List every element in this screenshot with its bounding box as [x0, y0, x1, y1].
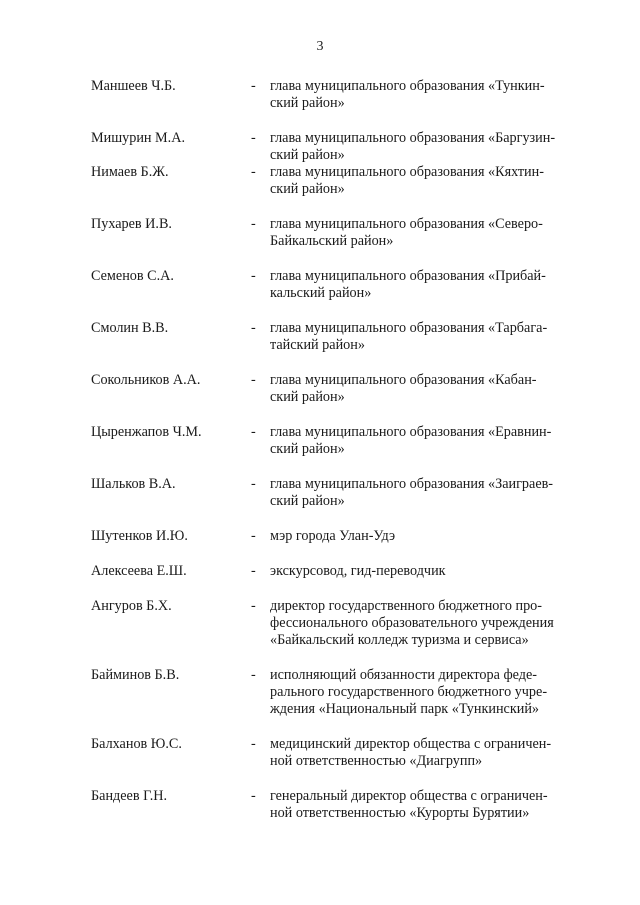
- person-name: Цыренжапов Ч.М.: [91, 424, 202, 440]
- person-name: Алексеева Е.Ш.: [91, 563, 187, 579]
- position-description: глава муниципального образования «Кяхтин- ский район»: [270, 164, 544, 197]
- position-description: мэр города Улан-Удэ: [270, 528, 396, 544]
- person-name: Бандеев Г.Н.: [91, 788, 168, 804]
- position-description: исполняющий обязанности директора феде- рального государственного бюджетного учре- ждения «Национальный парк «Тункинский»: [270, 667, 548, 717]
- position-description: глава муниципального образования «Северо- Байкальский район»: [270, 216, 543, 249]
- dash-separator: -: [251, 667, 256, 683]
- list-item: [0, 598, 640, 648]
- list-item: [0, 736, 640, 776]
- position-description: генеральный директор общества с ограничен- ной ответственностью «Курорты Бурятии»: [270, 788, 548, 821]
- position-description: глава муниципального образования «Тарбага- тайский район»: [270, 320, 548, 353]
- person-name: Шутенков И.Ю.: [91, 528, 188, 544]
- dash-separator: -: [251, 563, 256, 579]
- dash-separator: -: [251, 78, 256, 94]
- dash-separator: -: [251, 164, 256, 180]
- person-name: Нимаев Б.Ж.: [91, 164, 169, 180]
- person-name: Пухарев И.В.: [91, 216, 172, 232]
- list-item: [0, 476, 640, 516]
- dash-separator: -: [251, 320, 256, 336]
- dash-separator: -: [251, 528, 256, 544]
- position-description: директор государственного бюджетного про- фессионального образовательного учреждения «Байкальский колледж туризма и сервиса»: [270, 598, 554, 648]
- dash-separator: -: [251, 598, 256, 614]
- list-item: [0, 320, 640, 360]
- list-item: [0, 424, 640, 464]
- dash-separator: -: [251, 130, 256, 146]
- position-description: экскурсовод, гид-переводчик: [270, 563, 446, 579]
- dash-separator: -: [251, 476, 256, 492]
- dash-separator: -: [251, 736, 256, 752]
- dash-separator: -: [251, 216, 256, 232]
- person-name: Смолин В.В.: [91, 320, 169, 336]
- list-item: [0, 563, 640, 603]
- page-number: 3: [316, 39, 324, 54]
- list-item: [0, 667, 640, 717]
- position-description: медицинский директор общества с ограничен- ной ответственностью «Диагрупп»: [270, 736, 552, 769]
- person-name: Балханов Ю.С.: [91, 736, 182, 752]
- dash-separator: -: [251, 424, 256, 440]
- position-description: глава муниципального образования «Прибай- кальский район»: [270, 268, 546, 301]
- list-item: [0, 268, 640, 308]
- list-item: [0, 78, 640, 118]
- person-name: Маншеев Ч.Б.: [91, 78, 176, 94]
- person-name: Сокольников А.А.: [91, 372, 201, 388]
- position-description: глава муниципального образования «Еравнин- ский район»: [270, 424, 552, 457]
- list-item: [0, 164, 640, 204]
- list-item: [0, 788, 640, 828]
- list-item: [0, 528, 640, 568]
- dash-separator: -: [251, 788, 256, 804]
- person-name: Байминов Б.В.: [91, 667, 180, 683]
- person-name: Ангуров Б.Х.: [91, 598, 172, 614]
- person-name: Шальков В.А.: [91, 476, 176, 492]
- list-item: [0, 216, 640, 256]
- position-description: глава муниципального образования «Заиграев- ский район»: [270, 476, 554, 509]
- position-description: глава муниципального образования «Кабан- ский район»: [270, 372, 537, 405]
- dash-separator: -: [251, 268, 256, 284]
- person-name: Семенов С.А.: [91, 268, 174, 284]
- person-name: Мишурин М.А.: [91, 130, 186, 146]
- position-description: глава муниципального образования «Баргузин- ский район»: [270, 130, 556, 163]
- list-item: [0, 372, 640, 412]
- position-description: глава муниципального образования «Тункин- ский район»: [270, 78, 545, 111]
- dash-separator: -: [251, 372, 256, 388]
